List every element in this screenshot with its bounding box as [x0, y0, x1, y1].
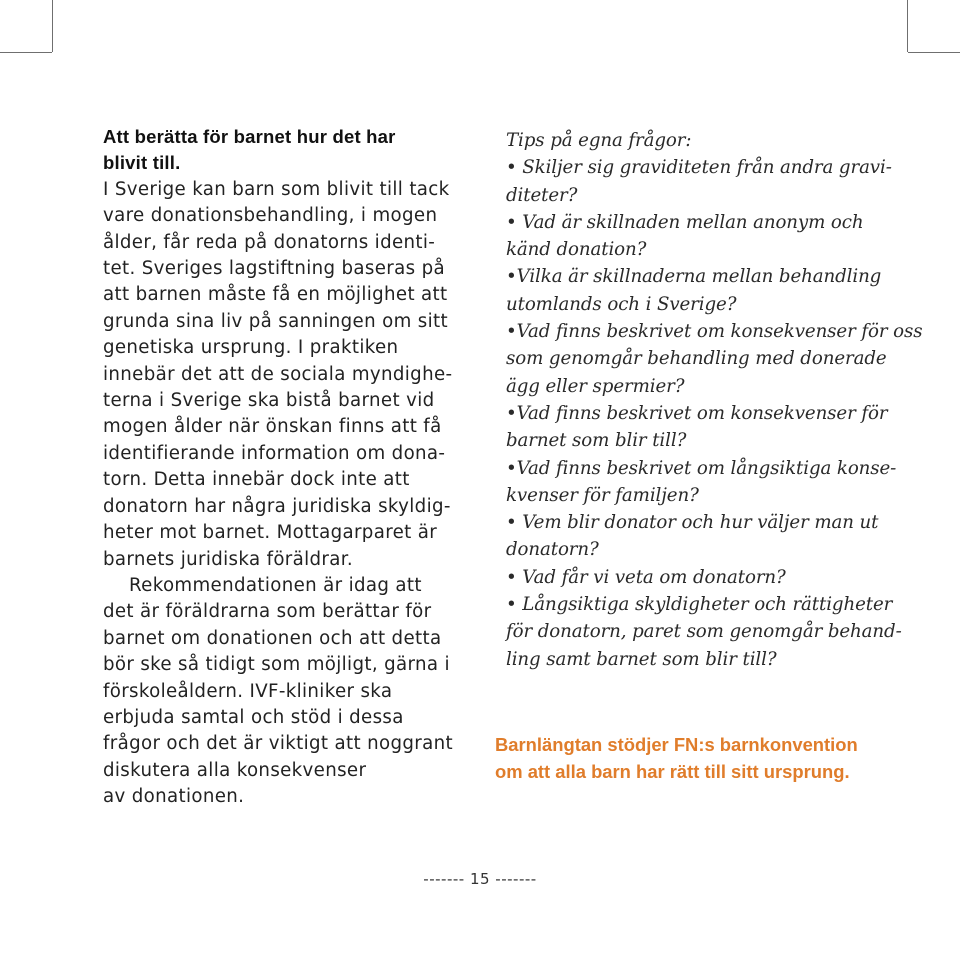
text-line: vare donationsbehandling, i mogen — [103, 205, 438, 227]
text-line: torn. Detta innebär dock inte att — [103, 469, 410, 491]
tips-list-item — [506, 564, 906, 591]
text-line: av donationen. — [103, 786, 245, 808]
tips-list-item — [506, 209, 906, 264]
text-line: identifierande information om dona- — [103, 442, 446, 464]
tip-line: känd donation? — [506, 239, 647, 261]
text-line: det är föräldrarna som berättar för — [103, 601, 432, 623]
page-number: ------- 15 ------- — [423, 870, 537, 888]
tip-line: diteter? — [506, 184, 578, 206]
tip-line: •Vad finns beskrivet om konsekvenser för oss — [506, 321, 923, 343]
section-heading — [103, 124, 448, 177]
text-line: grunda sina liv på sanningen om sitt — [103, 310, 448, 332]
text-line: I Sverige kan barn som blivit till tack — [103, 178, 450, 200]
tip-line: utomlands och i Sverige? — [506, 293, 737, 315]
tips-list-item — [506, 591, 906, 673]
tip-line: • Skiljer sig graviditeten från andra gravi- — [506, 157, 892, 179]
paragraph-2 — [103, 573, 453, 811]
tips-list — [506, 154, 923, 673]
text-line: bör ske så tidigt som möjligt, gärna i — [103, 654, 450, 676]
text-line: innebär det att de sociala myndighe- — [103, 363, 453, 385]
text-line: Rekommendationen är idag att — [129, 574, 422, 596]
tip-line: • Vad får vi veta om donatorn? — [506, 566, 786, 588]
tips-list-item — [506, 154, 906, 209]
text-line: heter mot barnet. Mottagarparet är — [103, 522, 438, 544]
tip-line: donatorn? — [506, 539, 599, 561]
text-line: diskutera alla konsekvenser — [103, 759, 367, 781]
text-line: donatorn har några juridiska skyldig- — [103, 495, 451, 517]
crop-mark-top-left-horizontal — [0, 52, 52, 53]
tips-list-item — [506, 509, 906, 564]
text-line: terna i Sverige ska bistå barnet vid — [103, 390, 435, 412]
tip-line: barnet som blir till? — [506, 430, 687, 452]
text-line: genetiska ursprung. I praktiken — [103, 337, 399, 359]
crop-mark-top-right-horizontal — [908, 52, 960, 53]
heading-line: Att berätta för barnet hur det har — [103, 126, 396, 147]
tip-line: • Vad är skillnaden mellan anonym och — [506, 211, 864, 233]
tip-line: • Långsiktiga skyldigheter och rättigheter — [506, 594, 893, 616]
highlight-line: Barnlängtan stödjer FN:s barnkonvention — [495, 734, 858, 755]
text-line: ålder, får reda på donatorns identi- — [103, 231, 436, 253]
text-line: barnet om donationen och att detta — [103, 627, 442, 649]
tip-line: kvenser för familjen? — [506, 484, 699, 506]
article-column — [103, 124, 453, 811]
tips-list-item — [506, 400, 906, 455]
tip-line: som genomgår behandling med donerade — [506, 348, 887, 370]
tips-box — [506, 127, 923, 673]
tips-list-item — [506, 455, 906, 510]
tip-line: •Vilka är skillnaderna mellan behandling — [506, 266, 882, 288]
tip-line: •Vad finns beskrivet om konsekvenser för — [506, 402, 888, 424]
text-line: tet. Sveriges lagstiftning baseras på — [103, 258, 445, 280]
tip-line: för donatorn, paret som genomgår behand- — [506, 621, 902, 643]
paragraph-1 — [103, 177, 453, 573]
highlight-statement — [495, 731, 915, 785]
text-line: att barnen måste få en möjlighet att — [103, 284, 448, 306]
text-line: barnets juridiska föräldrar. — [103, 548, 354, 570]
text-line: frågor och det är viktigt att noggrant — [103, 733, 453, 755]
text-line: mogen ålder när önskan finns att få — [103, 416, 442, 438]
heading-line: blivit till. — [103, 152, 181, 174]
text-line: erbjuda samtal och stöd i dessa — [103, 706, 404, 728]
tip-line: •Vad finns beskrivet om långsiktiga konse- — [506, 457, 897, 479]
tip-line: ägg eller spermier? — [506, 375, 685, 397]
tip-line: • Vem blir donator och hur väljer man ut — [506, 512, 879, 534]
tips-title: Tips på egna frågor: — [506, 130, 692, 151]
tip-line: ling samt barnet som blir till? — [506, 648, 777, 670]
tips-list-item — [506, 263, 906, 318]
highlight-line: om att alla barn har rätt till sitt ursprung. — [495, 761, 850, 782]
text-line: förskoleåldern. IVF-kliniker ska — [103, 680, 393, 702]
tips-list-item — [506, 318, 923, 400]
crop-mark-top-left — [52, 0, 53, 52]
crop-mark-top-right — [907, 0, 908, 52]
